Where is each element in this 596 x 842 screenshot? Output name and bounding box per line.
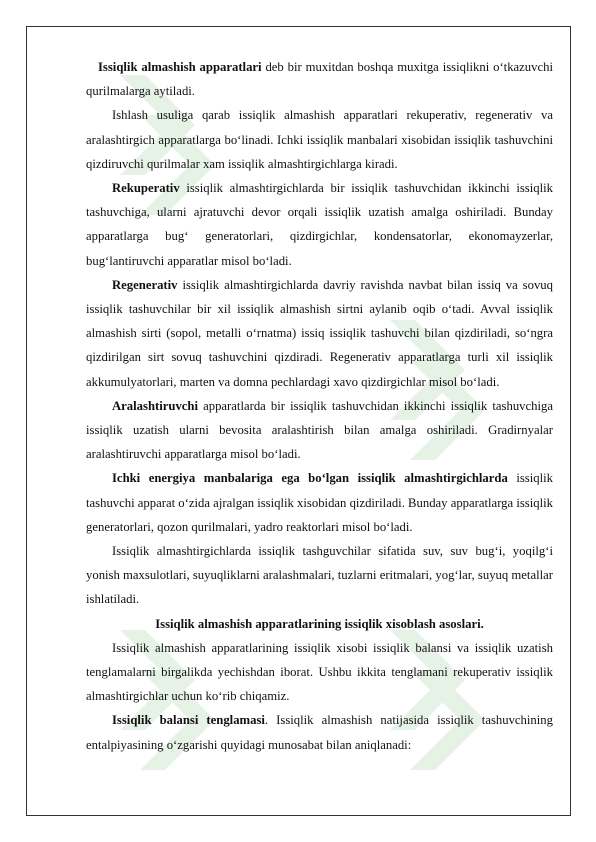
paragraph-regenerative — [86, 273, 553, 394]
paragraph-text: apparatlarda bir issiqlik tashuvchidan ikkinchi issiqlik tashuvchiga issiqlik uzatish ularni bevosita aralashtirish bilan amalga oshiriladi. Gradirnyalar aralashtiruvchi apparatlarga misol bo‘ladi. — [86, 398, 553, 462]
paragraph-text: issiqlik tashuvchi apparat o‘zida ajralgan issiqlik xisobidan qizdiriladi. Bunday apparatlarga issiqlik generatorlari, qozon qurilmalari, yadro reaktorlari misol bo‘ladi. — [86, 471, 553, 534]
paragraph-calculation — [86, 636, 553, 709]
document-body — [86, 55, 553, 757]
heading-text: Issiqlik almashish apparatlarining issiqlik xisoblash asoslari. — [155, 616, 484, 631]
paragraph-text: Ishlash usuliga qarab issiqlik almashish apparatlari rekuperativ, regenerativ va aralashtirgich apparatlarga bo‘linadi. Ichki issiqlik manbalari xisobidan issiqlik tashuvchini qizdiruvchi qurilmalar xam issiqlik almashtirgichlarga kiradi. — [86, 108, 553, 171]
paragraph-definition — [86, 55, 553, 103]
term-bold: Rekuperativ — [112, 181, 180, 196]
term-bold: Issiqlik balansi tenglamasi — [112, 713, 265, 728]
term-bold: Aralashtiruvchi — [112, 398, 198, 413]
paragraph-classification — [86, 103, 553, 176]
term-bold: Ichki energiya manbalariga ega bo‘lgan issiqlik almashtirgichlarda — [112, 471, 508, 486]
paragraph-text: deb bir muxitdan boshqa muxitga issiqlikni o‘tkazuvchi qurilmalarga aytiladi. — [86, 60, 553, 99]
paragraph-text: Issiqlik almashish apparatlarining issiqlik xisobi issiqlik balansi va issiqlik uzatish tenglamalarni birgalikda yechishdan iborat. Ushbu ikkita tenglamani rekuperativ issiqlik almashtirgichlar uchun ko‘rib chiqamiz. — [86, 640, 553, 704]
term-bold: Issiqlik almashish apparatlari — [98, 60, 262, 74]
paragraph-text: . Issiqlik almashish natijasida issiqlik tashuvchining entalpiyasining o‘zgarishi quyidagi munosabat bilan aniqlanadi: — [86, 713, 553, 752]
paragraph-internal-energy — [86, 466, 553, 539]
term-bold: Regenerativ — [112, 277, 178, 292]
paragraph-text: issiqlik almashtirgichlarda davriy ravishda navbat bilan issiq va sovuq issiqlik tashuvchilar bir xil issiqlik almashish sirtni aylanib oqib o‘tadi. Avval issiqlik almashish sirti (sopol, metalli o‘rnatma) issiq issiqlik tashuvchi bilan qizdiriladi, so‘ngra qizdirilgan sirt sovuq tashuvchini qizdiradi. Regenerativ apparatlarga turli xil issiqlik akkumulyatorlari, marten va domna pechlardagi xavo qizdirgichlar misol bo‘ladi. — [86, 277, 553, 389]
paragraph-text: Issiqlik almashtirgichlarda issiqlik tashguvchilar sifatida suv, suv bug‘i, yoqilg‘i yonish maxsulotlari, suyuqliklarni aralashmalari, tuzlarni eritmalari, yog‘lar, suyuq metallar ishlatiladi. — [86, 544, 553, 607]
paragraph-balance — [86, 708, 553, 756]
paragraph-recuperative — [86, 176, 553, 273]
paragraph-mixing — [86, 394, 553, 467]
paragraph-text: issiqlik almashtirgichlarda bir issiqlik tashuvchidan ikkinchi issiqlik tashuvchiga, ularni ajratuvchi devor orqali issiqlik uzatish amalga oshiriladi. Bunday apparatlarga bug‘ generatorlari, qizdirgichlar, kondensatorlar, ekonomayzerlar, bug‘lantiruvchi apparatlar misol bo‘ladi. — [86, 181, 553, 268]
paragraph-heat-carriers — [86, 539, 553, 612]
section-heading — [86, 612, 553, 636]
